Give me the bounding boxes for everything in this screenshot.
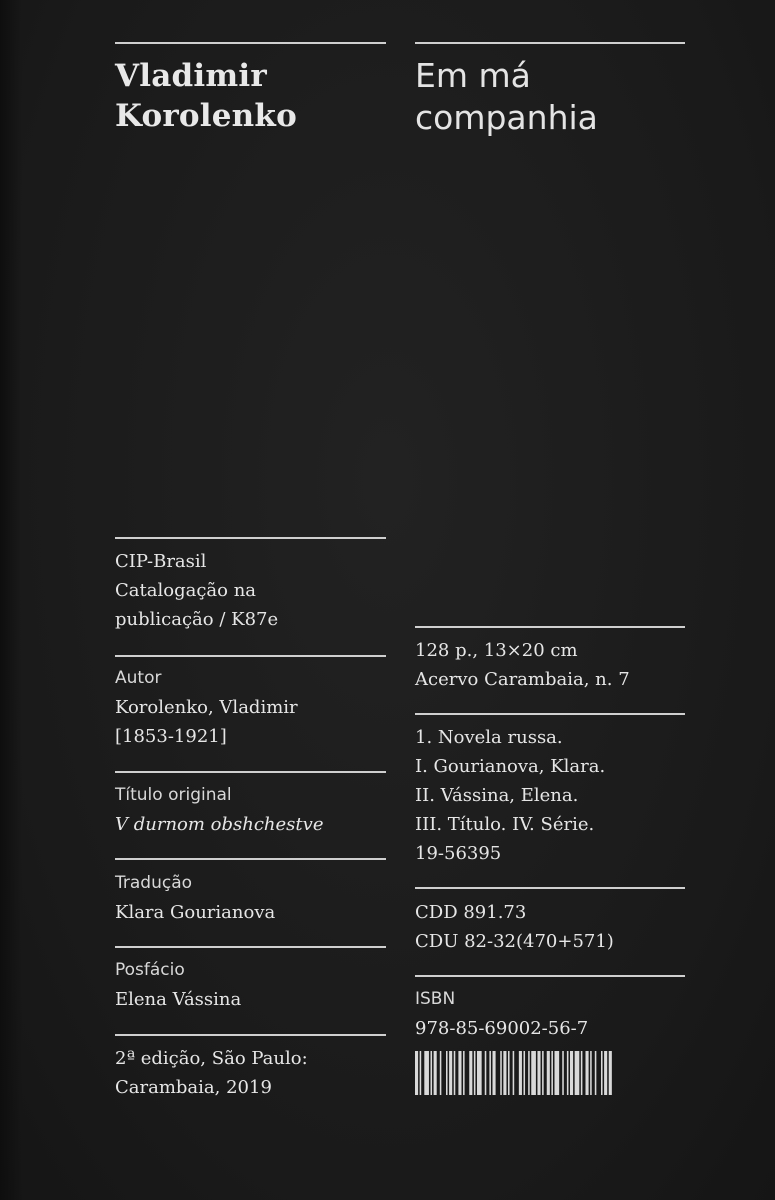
- isbn-rule: [415, 975, 685, 977]
- cip-rule: [115, 537, 386, 539]
- series-info: Acervo Carambaia, n. 7: [415, 669, 630, 690]
- header-rule-left: [115, 42, 386, 44]
- edicao-rule: [115, 1034, 386, 1036]
- barcode-icon: [415, 1051, 685, 1095]
- book-title-line1: Em má: [415, 56, 531, 95]
- classification-rule: [415, 887, 685, 889]
- pages-rule: [415, 626, 685, 628]
- autor-value-line2: [1853-1921]: [115, 726, 227, 747]
- spine-shadow: [0, 0, 22, 1200]
- edicao-line-1: 2ª edição, São Paulo:: [115, 1048, 308, 1069]
- autor-value-line1: Korolenko, Vladimir: [115, 697, 298, 718]
- autor-label: Autor: [115, 668, 162, 688]
- isbn-label: ISBN: [415, 989, 456, 1009]
- posfacio-value: Elena Vássina: [115, 989, 242, 1010]
- traducao-value: Klara Gourianova: [115, 902, 276, 923]
- autor-rule: [115, 655, 386, 657]
- cip-line-3: publicação / K87e: [115, 609, 279, 630]
- posfacio-label: Posfácio: [115, 960, 185, 980]
- isbn-value: 978-85-69002-56-7: [415, 1018, 589, 1039]
- cip-line-1: CIP-Brasil: [115, 551, 207, 572]
- cdd-code: CDD 891.73: [415, 902, 527, 923]
- subject-entry: I. Gourianova, Klara.: [415, 756, 606, 777]
- cip-line-2: Catalogação na: [115, 580, 257, 601]
- pages-info: 128 p., 13×20 cm: [415, 640, 578, 661]
- subject-entry: III. Título. IV. Série.: [415, 814, 595, 835]
- subject-entry: 1. Novela russa.: [415, 727, 563, 748]
- traducao-rule: [115, 858, 386, 860]
- header-rule-right: [415, 42, 685, 44]
- subjects-rule: [415, 713, 685, 715]
- posfacio-rule: [115, 946, 386, 948]
- author-name-last: Korolenko: [115, 98, 297, 134]
- subject-entry: 19-56395: [415, 843, 502, 864]
- titulo-rule: [115, 771, 386, 773]
- cdu-code: CDU 82-32(470+571): [415, 931, 614, 952]
- edicao-line-2: Carambaia, 2019: [115, 1077, 272, 1098]
- titulo-value: V durnom obshchestve: [115, 814, 324, 835]
- subject-entry: II. Vássina, Elena.: [415, 785, 579, 806]
- titulo-label: Título original: [115, 785, 232, 805]
- author-name-first: Vladimir: [115, 58, 267, 94]
- traducao-label: Tradução: [115, 873, 193, 893]
- book-title-line2: companhia: [415, 98, 598, 137]
